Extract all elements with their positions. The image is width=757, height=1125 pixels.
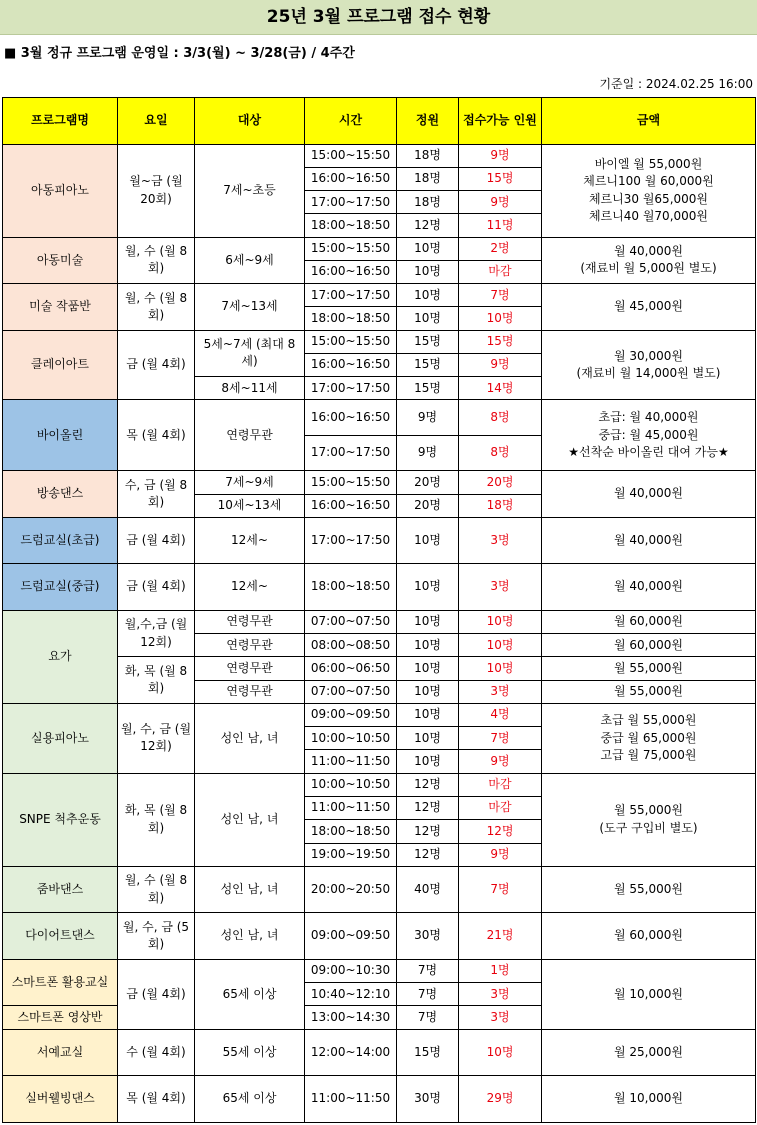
program-name: 다이어트댄스 xyxy=(3,913,118,960)
session-capacity: 10명 xyxy=(397,517,459,564)
session-time: 09:00~09:50 xyxy=(305,703,397,726)
header-days: 요일 xyxy=(118,98,195,145)
session-time: 11:00~11:50 xyxy=(305,1076,397,1123)
program-target: 12세~ xyxy=(195,517,305,564)
session-available: 20명 xyxy=(459,471,542,494)
session-capacity: 10명 xyxy=(397,750,459,773)
program-name: 줌바댄스 xyxy=(3,866,118,913)
program-days: 금 (월 4회) xyxy=(118,564,195,611)
session-available: 12명 xyxy=(459,820,542,843)
session-time: 17:00~17:50 xyxy=(305,517,397,564)
program-price: 초급 월 55,000원 중급 월 65,000원 고급 월 75,000원 xyxy=(542,703,756,773)
session-capacity: 15명 xyxy=(397,377,459,400)
session-available: 21명 xyxy=(459,913,542,960)
session-time: 13:00~14:30 xyxy=(305,1006,397,1029)
program-days: 금 (월 4회) xyxy=(118,517,195,564)
operation-period: ■ 3월 정규 프로그램 운영일 : 3/3(월) ~ 3/28(금) / 4주간 xyxy=(4,46,355,61)
session-available: 10명 xyxy=(459,610,542,633)
program-target: 7세~9세 xyxy=(195,471,305,494)
session-time: 17:00~17:50 xyxy=(305,377,397,400)
session-time: 06:00~06:50 xyxy=(305,657,397,680)
program-target: 12세~ xyxy=(195,564,305,611)
program-target: 65세 이상 xyxy=(195,1076,305,1123)
program-days: 월, 수 (월 8회) xyxy=(118,284,195,331)
program-days: 화, 목 (월 8회) xyxy=(118,657,195,704)
program-days: 목 (월 4회) xyxy=(118,400,195,471)
session-capacity: 10명 xyxy=(397,703,459,726)
session-time: 09:00~10:30 xyxy=(305,959,397,982)
session-available: 29명 xyxy=(459,1076,542,1123)
session-capacity: 30명 xyxy=(397,1076,459,1123)
session-time: 17:00~17:50 xyxy=(305,435,397,470)
program-price: 월 10,000원 xyxy=(542,1076,756,1123)
session-time: 11:00~11:50 xyxy=(305,750,397,773)
session-capacity: 12명 xyxy=(397,820,459,843)
program-days: 월, 수, 금 (월 12회) xyxy=(118,703,195,773)
program-target: 성인 남, 녀 xyxy=(195,703,305,773)
program-target: 5세~7세 (최대 8세) xyxy=(195,330,305,377)
session-time: 10:00~10:50 xyxy=(305,727,397,750)
program-target: 연령무관 xyxy=(195,634,305,657)
program-target: 7세~13세 xyxy=(195,284,305,331)
session-available: 8명 xyxy=(459,400,542,435)
session-capacity: 10명 xyxy=(397,634,459,657)
session-available: 7명 xyxy=(459,284,542,307)
session-available: 3명 xyxy=(459,983,542,1006)
session-time: 15:00~15:50 xyxy=(305,471,397,494)
program-target: 65세 이상 xyxy=(195,959,305,1029)
session-available: 8명 xyxy=(459,435,542,470)
session-time: 17:00~17:50 xyxy=(305,191,397,214)
session-time: 16:00~16:50 xyxy=(305,494,397,517)
basis-date: 기준일 : 2024.02.25 16:00 xyxy=(599,77,753,91)
program-days: 월,수,금 (월 12회) xyxy=(118,610,195,657)
page-title: 25년 3월 프로그램 접수 현황 xyxy=(0,0,757,35)
session-time: 20:00~20:50 xyxy=(305,866,397,913)
session-time: 09:00~09:50 xyxy=(305,913,397,960)
session-capacity: 40명 xyxy=(397,866,459,913)
session-time: 16:00~16:50 xyxy=(305,353,397,376)
session-available: 10명 xyxy=(459,307,542,330)
session-time: 10:00~10:50 xyxy=(305,773,397,796)
program-days: 화, 목 (월 8회) xyxy=(118,773,195,866)
program-price: 월 40,000원 xyxy=(542,517,756,564)
program-price: 월 45,000원 xyxy=(542,284,756,331)
program-target: 연령무관 xyxy=(195,680,305,703)
session-capacity: 15명 xyxy=(397,330,459,353)
session-available: 9명 xyxy=(459,353,542,376)
program-price: 월 30,000원 (재료비 월 14,000원 별도) xyxy=(542,330,756,400)
session-capacity: 10명 xyxy=(397,680,459,703)
session-available: 9명 xyxy=(459,750,542,773)
session-capacity: 10명 xyxy=(397,727,459,750)
session-available: 9명 xyxy=(459,144,542,167)
program-target: 6세~9세 xyxy=(195,237,305,284)
program-name: 드럼교실(초급) xyxy=(3,517,118,564)
session-time: 15:00~15:50 xyxy=(305,237,397,260)
program-days: 월, 수 (월 8회) xyxy=(118,237,195,284)
program-price: 월 55,000원 xyxy=(542,657,756,680)
session-available: 15명 xyxy=(459,330,542,353)
session-capacity: 12명 xyxy=(397,843,459,866)
program-name: 실용피아노 xyxy=(3,703,118,773)
session-available: 마감 xyxy=(459,260,542,283)
session-available: 10명 xyxy=(459,1029,542,1076)
program-name: 아동미술 xyxy=(3,237,118,284)
session-capacity: 30명 xyxy=(397,913,459,960)
session-capacity: 9명 xyxy=(397,400,459,435)
program-name: 실버웰빙댄스 xyxy=(3,1076,118,1123)
session-available: 2명 xyxy=(459,237,542,260)
program-target: 7세~초등 xyxy=(195,144,305,237)
program-days: 수 (월 4회) xyxy=(118,1029,195,1076)
session-available: 마감 xyxy=(459,773,542,796)
session-time: 15:00~15:50 xyxy=(305,144,397,167)
program-days: 월, 수, 금 (5회) xyxy=(118,913,195,960)
session-capacity: 20명 xyxy=(397,494,459,517)
program-days: 목 (월 4회) xyxy=(118,1076,195,1123)
program-price: 월 55,000원 xyxy=(542,680,756,703)
session-capacity: 7명 xyxy=(397,959,459,982)
session-time: 11:00~11:50 xyxy=(305,796,397,819)
session-available: 11명 xyxy=(459,214,542,237)
program-table xyxy=(2,97,756,1123)
program-name: 클레이아트 xyxy=(3,330,118,400)
header-available: 접수가능 인원 xyxy=(459,98,542,145)
session-capacity: 10명 xyxy=(397,657,459,680)
session-time: 08:00~08:50 xyxy=(305,634,397,657)
program-name: 요가 xyxy=(3,610,118,703)
program-name: 바이올린 xyxy=(3,400,118,471)
session-available: 14명 xyxy=(459,377,542,400)
session-time: 16:00~16:50 xyxy=(305,400,397,435)
session-time: 18:00~18:50 xyxy=(305,214,397,237)
program-name: 아동피아노 xyxy=(3,144,118,237)
session-capacity: 7명 xyxy=(397,983,459,1006)
session-capacity: 18명 xyxy=(397,167,459,190)
session-available: 7명 xyxy=(459,866,542,913)
session-capacity: 10명 xyxy=(397,260,459,283)
program-target: 연령무관 xyxy=(195,610,305,633)
session-capacity: 7명 xyxy=(397,1006,459,1029)
program-days: 수, 금 (월 8회) xyxy=(118,471,195,518)
program-price: 월 55,000원 (도구 구입비 별도) xyxy=(542,773,756,866)
program-name: SNPE 척추운동 xyxy=(3,773,118,866)
session-capacity: 15명 xyxy=(397,1029,459,1076)
session-capacity: 10명 xyxy=(397,610,459,633)
session-capacity: 12명 xyxy=(397,773,459,796)
session-available: 7명 xyxy=(459,727,542,750)
program-name: 스마트폰 활용교실 xyxy=(3,959,118,1006)
header-price: 금액 xyxy=(542,98,756,145)
program-target: 연령무관 xyxy=(195,400,305,471)
session-time: 18:00~18:50 xyxy=(305,820,397,843)
session-time: 15:00~15:50 xyxy=(305,330,397,353)
session-time: 17:00~17:50 xyxy=(305,284,397,307)
session-available: 마감 xyxy=(459,796,542,819)
program-target: 성인 남, 녀 xyxy=(195,866,305,913)
program-price: 초급: 월 40,000원 중급: 월 45,000원 ★선착순 바이올린 대여 가능★ xyxy=(542,400,756,471)
session-time: 07:00~07:50 xyxy=(305,680,397,703)
program-price: 바이엘 월 55,000원 체르니100 월 60,000원 체르니30 월65,000원 체르니40 월70,000원 xyxy=(542,144,756,237)
session-available: 1명 xyxy=(459,959,542,982)
program-price: 월 40,000원 xyxy=(542,564,756,611)
session-available: 3명 xyxy=(459,564,542,611)
header-target: 대상 xyxy=(195,98,305,145)
session-capacity: 15명 xyxy=(397,353,459,376)
program-days: 월, 수 (월 8회) xyxy=(118,866,195,913)
program-price: 월 25,000원 xyxy=(542,1029,756,1076)
session-capacity: 10명 xyxy=(397,237,459,260)
session-time: 16:00~16:50 xyxy=(305,167,397,190)
session-time: 18:00~18:50 xyxy=(305,564,397,611)
session-time: 12:00~14:00 xyxy=(305,1029,397,1076)
program-days: 금 (월 4회) xyxy=(118,959,195,1029)
session-time: 07:00~07:50 xyxy=(305,610,397,633)
program-days: 월~금 (월 20회) xyxy=(118,144,195,237)
session-capacity: 12명 xyxy=(397,214,459,237)
program-name: 방송댄스 xyxy=(3,471,118,518)
program-name: 드럼교실(중급) xyxy=(3,564,118,611)
program-name: 미술 작품반 xyxy=(3,284,118,331)
program-days: 금 (월 4회) xyxy=(118,330,195,400)
session-available: 10명 xyxy=(459,634,542,657)
program-target: 8세~11세 xyxy=(195,377,305,400)
program-target: 연령무관 xyxy=(195,657,305,680)
session-capacity: 10명 xyxy=(397,564,459,611)
header-name: 프로그램명 xyxy=(3,98,118,145)
session-capacity: 20명 xyxy=(397,471,459,494)
program-target: 10세~13세 xyxy=(195,494,305,517)
program-target: 성인 남, 녀 xyxy=(195,773,305,866)
session-capacity: 10명 xyxy=(397,284,459,307)
session-available: 3명 xyxy=(459,680,542,703)
session-capacity: 12명 xyxy=(397,796,459,819)
session-time: 19:00~19:50 xyxy=(305,843,397,866)
program-price: 월 60,000원 xyxy=(542,610,756,633)
session-available: 3명 xyxy=(459,1006,542,1029)
session-available: 9명 xyxy=(459,191,542,214)
header-capacity: 정원 xyxy=(397,98,459,145)
session-capacity: 18명 xyxy=(397,191,459,214)
program-price: 월 55,000원 xyxy=(542,866,756,913)
program-target: 55세 이상 xyxy=(195,1029,305,1076)
program-target: 성인 남, 녀 xyxy=(195,913,305,960)
session-available: 15명 xyxy=(459,167,542,190)
session-capacity: 10명 xyxy=(397,307,459,330)
session-available: 10명 xyxy=(459,657,542,680)
session-available: 3명 xyxy=(459,517,542,564)
session-time: 10:40~12:10 xyxy=(305,983,397,1006)
session-capacity: 9명 xyxy=(397,435,459,470)
program-name: 서예교실 xyxy=(3,1029,118,1076)
session-available: 18명 xyxy=(459,494,542,517)
program-price: 월 10,000원 xyxy=(542,959,756,1029)
program-price: 월 60,000원 xyxy=(542,913,756,960)
program-price: 월 60,000원 xyxy=(542,634,756,657)
session-time: 16:00~16:50 xyxy=(305,260,397,283)
session-capacity: 18명 xyxy=(397,144,459,167)
session-available: 9명 xyxy=(459,843,542,866)
program-name: 스마트폰 영상반 xyxy=(3,1006,118,1029)
session-available: 4명 xyxy=(459,703,542,726)
header-time: 시간 xyxy=(305,98,397,145)
program-price: 월 40,000원 xyxy=(542,471,756,518)
session-time: 18:00~18:50 xyxy=(305,307,397,330)
program-price: 월 40,000원 (재료비 월 5,000원 별도) xyxy=(542,237,756,284)
